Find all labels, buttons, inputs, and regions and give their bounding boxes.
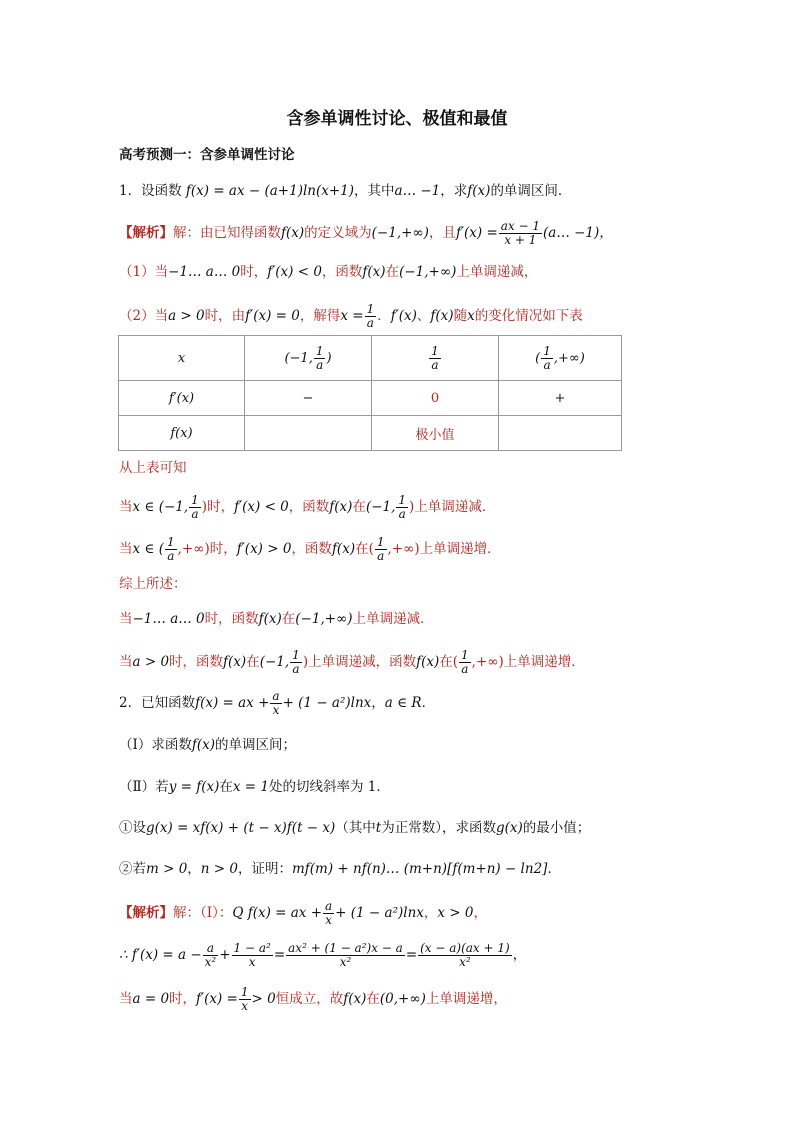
- math-condition: (a… −1)，: [543, 225, 613, 241]
- numerator: a: [272, 689, 280, 703]
- table-cell: [245, 416, 372, 451]
- math-inequality: f′(x) < 0: [267, 264, 322, 280]
- text: ，函数: [288, 499, 330, 515]
- fraction: [459, 649, 471, 676]
- analysis-tag: 【解析】: [119, 905, 173, 921]
- summary-2: [119, 649, 585, 676]
- math-expression: g(x) = xf(x) + (t − x)f(t − x): [146, 820, 336, 836]
- problem-1: [119, 181, 571, 201]
- math-condition: x > 0: [437, 905, 474, 921]
- math-condition: a… −1: [394, 183, 441, 199]
- math-fx: f(x): [329, 499, 353, 515]
- text: ，函数: [291, 541, 332, 557]
- text: （2）当: [119, 308, 169, 324]
- numerator: 1: [376, 535, 385, 549]
- math-interval: (0,+∞): [379, 991, 426, 1007]
- text: 设函数: [141, 183, 186, 199]
- math-interval: (−1,: [365, 499, 396, 515]
- math-interval: (−1,+∞): [295, 611, 353, 627]
- fraction: [323, 900, 334, 927]
- question-2-2: [119, 859, 561, 879]
- text: 的最小值；: [522, 820, 591, 836]
- text: 在: [219, 779, 233, 795]
- math-expression: ∴ f′(x) = a −: [119, 947, 202, 963]
- denominator: x: [241, 999, 249, 1013]
- text: ,+∞)时，: [177, 541, 237, 557]
- math-equation: x =: [340, 308, 364, 324]
- numerator: 1: [398, 493, 407, 507]
- math-derivative: f′(x): [390, 308, 417, 324]
- fraction: [165, 536, 177, 563]
- math-var: t: [375, 820, 382, 836]
- text: 已知函数: [141, 695, 196, 711]
- page-title: 含参单调性讨论、极值和最值: [286, 109, 508, 129]
- table-header-cell: [372, 336, 499, 381]
- math-condition: −1… a… 0: [132, 611, 205, 627]
- denominator: a: [316, 357, 324, 372]
- table-cell: 0: [372, 381, 499, 416]
- text: ,+∞)上单调递增．: [471, 654, 585, 670]
- math-text: ,+∞): [553, 350, 585, 366]
- math-inequality: f′(x) > 0: [236, 541, 292, 557]
- math-var: x: [467, 308, 475, 324]
- text: 在: [281, 611, 296, 627]
- denominator: x: [272, 703, 280, 717]
- denominator: a: [366, 316, 374, 330]
- fraction: [239, 986, 251, 1013]
- math-equation: x = 1: [232, 779, 269, 795]
- text: 上单调递增，: [425, 991, 507, 1007]
- text: ，: [473, 905, 487, 921]
- numerator: 1: [166, 535, 175, 549]
- math-interval: x ∈ (−1,: [132, 499, 189, 515]
- numerator: 1 − a²: [233, 941, 271, 955]
- denominator: x + 1: [504, 233, 537, 247]
- text: 当: [119, 991, 133, 1007]
- problem-number: 2．: [119, 695, 142, 711]
- fraction: [375, 536, 387, 563]
- solution-2-intro: [119, 900, 487, 927]
- math-condition: −1… a… 0: [168, 264, 241, 280]
- text: )时，: [201, 499, 235, 515]
- analysis-tag: 【解析】: [119, 225, 173, 241]
- fraction: [189, 494, 201, 521]
- text: ，: [512, 947, 527, 963]
- fraction: [203, 942, 219, 969]
- text: （Ⅰ）求函数: [119, 737, 192, 753]
- text: ②若: [119, 861, 146, 877]
- question-1: [119, 735, 296, 755]
- text: 在(: [439, 654, 459, 670]
- text: 当: [119, 654, 133, 670]
- math-inequality: mf(m) + nf(n)… (m+n)[f(m+n) − ln2]: [291, 861, 548, 877]
- text: )上单调递减，函数: [302, 654, 417, 670]
- table-header-cell: x: [119, 336, 245, 381]
- question-2-1: [119, 818, 590, 838]
- math-interval: x ∈ (: [132, 541, 164, 557]
- numerator: 1: [240, 985, 249, 999]
- conclusion-a: [119, 494, 495, 521]
- denominator: a: [191, 507, 199, 521]
- text: ,+∞)上单调递增．: [387, 541, 501, 557]
- table-header-cell: [499, 336, 622, 381]
- case-a-zero: [119, 986, 507, 1013]
- text: ①设: [119, 820, 146, 836]
- text: ．: [547, 861, 561, 877]
- text: ，证明：: [237, 861, 292, 877]
- math-condition: n > 0: [200, 861, 238, 877]
- denominator: a: [167, 549, 175, 563]
- text: 的变化情况如下表: [474, 308, 583, 324]
- text: 当: [119, 611, 133, 627]
- text: 时，: [240, 264, 268, 280]
- denominator: x²: [204, 955, 217, 969]
- text: 上单调递减．: [352, 611, 434, 627]
- table-cell: [499, 416, 622, 451]
- table-cell: f′(x): [119, 381, 245, 416]
- math-equation: f′(x) = 0: [245, 308, 300, 324]
- text: 在(: [355, 541, 374, 557]
- denominator: x: [325, 913, 332, 927]
- numerator: a: [325, 899, 333, 913]
- text: 解：（Ⅰ）：: [173, 905, 233, 921]
- denominator: a: [292, 662, 300, 676]
- math-fx: f(x): [223, 654, 247, 670]
- table-row: [119, 336, 622, 381]
- text: ，求: [440, 183, 468, 199]
- table-cell: −: [245, 381, 372, 416]
- text: （Ⅱ）若: [119, 779, 169, 795]
- text: 时，由: [204, 308, 246, 324]
- text: （1）当: [119, 264, 169, 280]
- denominator: a: [398, 507, 406, 521]
- summary-heading: 综上所述：: [119, 576, 187, 592]
- math-derivative: f′(x) =: [455, 225, 498, 241]
- math-condition: a ∈ R: [384, 695, 422, 711]
- math-inequality: f′(x) < 0: [234, 499, 289, 515]
- numerator: 1: [543, 343, 551, 358]
- text: ，: [371, 695, 385, 711]
- denominator: a: [461, 662, 469, 676]
- math-interval: (−1,+∞): [371, 225, 429, 241]
- problem-2: [119, 690, 435, 717]
- math-operator: =: [273, 947, 286, 963]
- summary-1: [119, 609, 434, 629]
- math-fx: f(x): [191, 737, 215, 753]
- numerator: ax − 1: [500, 219, 541, 233]
- text: 时，: [169, 991, 197, 1007]
- math-derivative: f′(x) =: [196, 991, 238, 1007]
- fraction: [499, 220, 542, 247]
- text: ，: [187, 861, 201, 877]
- numerator: 1: [315, 343, 324, 358]
- math-fx: f(x): [416, 654, 440, 670]
- denominator: x²: [459, 955, 471, 969]
- text: 随: [453, 308, 468, 324]
- text: 为正常数），求函数: [381, 820, 496, 836]
- math-condition: m > 0: [146, 861, 188, 877]
- math-expression: + (1 − a²)lnx: [282, 695, 372, 711]
- text: 当: [119, 541, 133, 557]
- text: 在: [385, 264, 400, 280]
- numerator: a: [203, 942, 219, 956]
- numerator: ax² + (1 − a²)x − a: [288, 941, 403, 955]
- fraction: [270, 690, 281, 717]
- table-cell: 极小值: [372, 416, 499, 451]
- denominator: x²: [339, 955, 352, 969]
- math-equation: y = f(x): [168, 779, 220, 795]
- numerator: 1: [431, 343, 439, 358]
- text: 在: [366, 991, 380, 1007]
- denominator: a: [377, 549, 385, 563]
- numerator: 1: [292, 648, 300, 662]
- math-expression: + (1 − a²)lnx: [335, 905, 424, 921]
- derivative-line: [119, 942, 526, 969]
- text: ，函数: [321, 264, 363, 280]
- text: ．: [421, 695, 436, 711]
- problem-number: 1．: [119, 183, 142, 199]
- fraction: [290, 649, 302, 676]
- math-fx: f(x): [467, 183, 491, 199]
- table-header-cell: [245, 336, 372, 381]
- math-fx: f(x): [362, 264, 386, 280]
- math-text: (: [535, 350, 541, 366]
- numerator: 1: [366, 302, 375, 316]
- math-expression: f(x) = ax +: [195, 695, 270, 711]
- math-fx: f(x): [430, 308, 454, 324]
- fraction: [286, 942, 405, 969]
- math-text: (−1,: [284, 350, 313, 366]
- math-expression: Q f(x) = ax +: [232, 905, 323, 921]
- math-fx: f(x): [343, 991, 367, 1007]
- math-expression: f(x) = ax − (a+1)ln(x+1): [185, 183, 355, 199]
- section-subtitle: 高考预测一：含参单调性讨论: [119, 147, 295, 163]
- fraction: [418, 942, 512, 969]
- case-2: [119, 303, 583, 330]
- math-fx: f(x): [258, 611, 282, 627]
- math-condition: a > 0: [168, 308, 205, 324]
- math-inequality: > 0: [251, 991, 276, 1007]
- text: 在: [246, 654, 260, 670]
- text: ，且: [428, 225, 456, 241]
- text: 解：由已知得函数: [173, 225, 281, 241]
- denominator: a: [431, 357, 439, 372]
- text: 时，函数: [169, 654, 224, 670]
- math-interval: (−1,: [259, 654, 290, 670]
- numerator: (x − a)(ax + 1): [420, 941, 510, 955]
- conclusion-b: [119, 536, 501, 563]
- text: ，: [423, 905, 438, 921]
- math-operator: +: [219, 947, 231, 963]
- table-row: [119, 381, 622, 416]
- math-gx: g(x): [495, 820, 523, 836]
- fraction: [429, 345, 441, 372]
- text: （其中: [335, 820, 376, 836]
- table-row: [119, 416, 622, 451]
- math-fx: f(x): [331, 541, 356, 557]
- text: 的单调区间；: [215, 737, 296, 753]
- math-operator: =: [405, 947, 418, 963]
- fraction: [396, 494, 408, 521]
- table-cell: f(x): [119, 416, 245, 451]
- text: )上单调递减．: [409, 499, 496, 515]
- denominator: a: [543, 357, 551, 372]
- math-condition: a = 0: [132, 991, 170, 1007]
- variation-table: [118, 335, 622, 451]
- conclusion-intro: 从上表可知: [119, 460, 187, 476]
- denominator: x: [248, 955, 256, 969]
- math-interval: (−1,+∞): [399, 264, 457, 280]
- math-condition: a > 0: [132, 654, 170, 670]
- text: ，解得: [299, 308, 341, 324]
- math-fx: f(x): [281, 225, 305, 241]
- text: ．: [377, 308, 391, 324]
- text: 的定义域为: [304, 225, 372, 241]
- text: 处的切线斜率为 1．: [268, 779, 390, 795]
- text: 上单调递减，: [456, 264, 538, 280]
- text: 当: [119, 499, 133, 515]
- math-text: ): [326, 350, 332, 366]
- fraction: [365, 303, 377, 330]
- table-cell: +: [499, 381, 622, 416]
- numerator: 1: [461, 648, 469, 662]
- question-2: [119, 777, 390, 797]
- fraction: [541, 345, 553, 372]
- text: 恒成立，故: [275, 991, 344, 1007]
- fraction: [314, 345, 326, 372]
- text: 在: [352, 499, 366, 515]
- text: 的单调区间．: [490, 183, 572, 199]
- text: 时，函数: [204, 611, 259, 627]
- solution-intro: [119, 220, 613, 247]
- case-1: [119, 262, 537, 282]
- text: 、: [416, 308, 431, 324]
- text: ，其中: [354, 183, 395, 199]
- fraction: [232, 942, 273, 969]
- numerator: 1: [191, 493, 199, 507]
